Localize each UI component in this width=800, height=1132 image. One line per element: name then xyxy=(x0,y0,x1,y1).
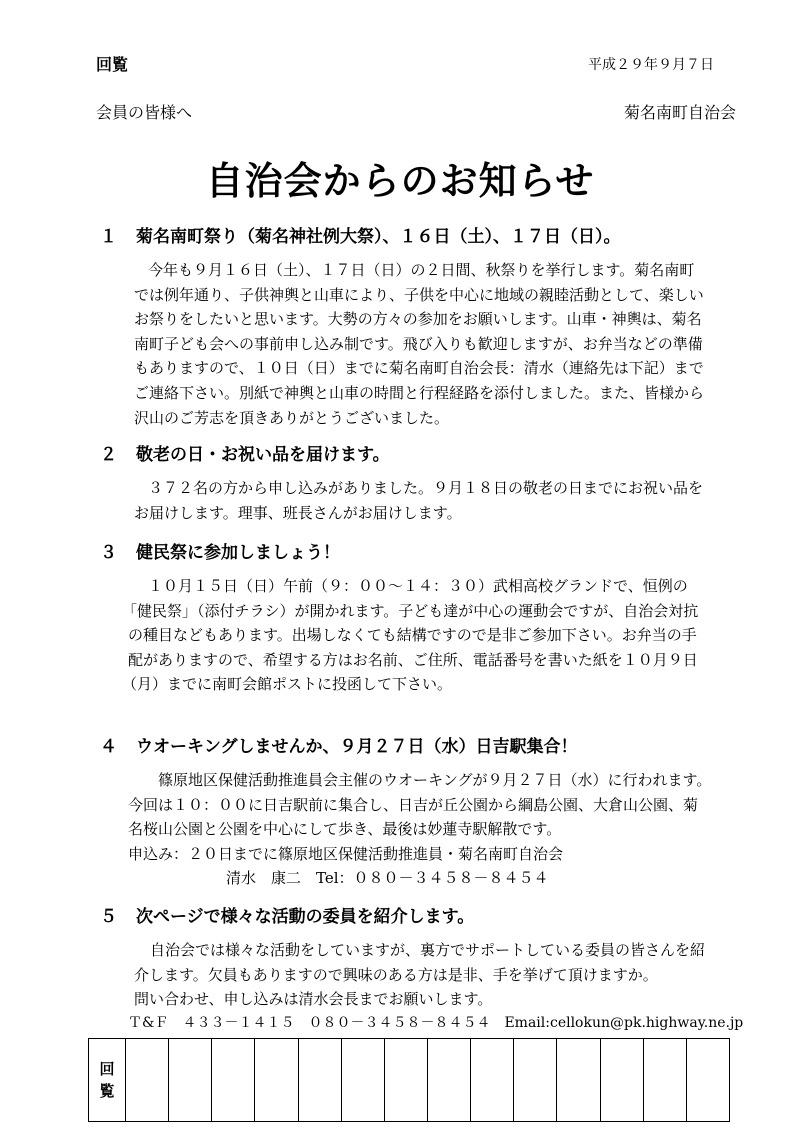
signature-cell[interactable] xyxy=(427,1039,470,1122)
paragraph-line: 介します。欠員もありますので興味のある方は是非、手を挙げて頂けますか。 xyxy=(134,965,658,984)
paragraph-line: （月）までに南町会館ポストに投函して下さい。 xyxy=(122,675,453,694)
signature-cell[interactable] xyxy=(169,1039,212,1122)
signature-cell[interactable] xyxy=(514,1039,557,1122)
section-title: ウオーキングしませんか、９月２７日（水）日吉駅集合！ xyxy=(136,737,578,757)
section-5-heading xyxy=(100,902,474,927)
signature-cell[interactable] xyxy=(686,1039,729,1122)
section-title: 敬老の日・お祝い品を届けます。 xyxy=(136,445,390,465)
paragraph-line: では例年通り、子供神輿と山車により、子供を中心に地域の親睦活動として、楽しい xyxy=(134,285,704,304)
paragraph-line: １０月１５日（日）午前（９：００～１４：３０）武相高校グランドで、恒例の xyxy=(148,577,688,595)
paragraph-line: ３７２名の方から申し込みがありました。９月１８日の敬老の日までにお祝い品を xyxy=(148,479,704,497)
paragraph-line: 配がありますので、希望する方はお名前、ご住所、電話番号を書いた紙を１０月９日 xyxy=(128,650,698,669)
circulation-table xyxy=(88,1038,730,1122)
signature-cell[interactable] xyxy=(212,1039,255,1122)
paragraph-line: 自治会では様々な活動をしていますが、裏方でサポートしている委員の皆さんを紹 xyxy=(150,941,706,959)
sender: 菊名南町自治会 xyxy=(623,103,736,122)
section-1-heading xyxy=(100,222,621,247)
section-2-heading xyxy=(100,440,390,465)
section-title: 菊名南町祭り（菊名神社例大祭）、１６日（土）、１７日（日）。 xyxy=(136,227,621,247)
section-title: 次ページで様々な活動の委員を紹介します。 xyxy=(136,907,475,927)
section-number: ３ xyxy=(100,543,117,563)
signature-cell[interactable] xyxy=(384,1039,427,1122)
paragraph-line: もありますので、１０日（日）までに菊名南町自治会長：清水（連絡先は下記）まで xyxy=(134,359,704,378)
paragraph-line: 今年も９月１６日（土）、１７日（日）の２日間、秋祭りを挙行します。菊名南町 xyxy=(148,261,695,279)
circulation-label: 回覧 xyxy=(96,55,129,74)
signature-cell[interactable] xyxy=(126,1039,169,1122)
page-title: 自治会からのお知らせ xyxy=(205,159,595,203)
recipient: 会員の皆様へ xyxy=(96,103,193,122)
paragraph-line: お祭りをしたいと思います。大勢の方々の参加をお願いします。山車・神輿は、菊名 xyxy=(134,310,702,329)
signature-cell[interactable] xyxy=(341,1039,384,1122)
paragraph-line: 申込み：２０日までに篠原地区保健活動推進員・菊名南町自治会 xyxy=(128,844,564,863)
contact-person: 清水 康二 Tel：０８０－３４５８－８４５４ xyxy=(226,869,549,888)
contact-info: Ｔ&Ｆ ４３３－１４１５ ０８０－３４５８－８４５４ Email:cellokun@pk.highway.ne.jp xyxy=(128,1015,744,1031)
section-title: 健民祭に参加しましょう！ xyxy=(136,543,340,563)
paragraph-line: 問い合わせ、申し込みは清水会長までお願いします。 xyxy=(134,990,493,1009)
signature-cell[interactable] xyxy=(643,1039,686,1122)
paragraph-line: の種目などもあります。出場しなくても結構ですので是非ご参加下さい。お弁当の手 xyxy=(128,626,697,645)
section-number: ２ xyxy=(100,445,117,465)
paragraph-line: ご連絡下さい。別紙で神輿と山車の時間と行程経路を添付しました。また、皆様から xyxy=(134,384,705,402)
signature-cell[interactable] xyxy=(298,1039,341,1122)
signature-cell[interactable] xyxy=(557,1039,600,1122)
signature-cell[interactable] xyxy=(600,1039,643,1122)
paragraph-line: 「健民祭」（添付チラシ）が開かれます。子ども達が中心の運動会ですが、自治会対抗 xyxy=(122,601,699,620)
paragraph-line: 今回は１０：００に日吉駅前に集合し、日吉が丘公園から綱島公園、大倉山公園、菊 xyxy=(128,795,699,814)
paragraph-line: 南町子ども会への事前申し込み制です。飛び入りも歓迎しますが、お弁当などの準備 xyxy=(134,334,703,353)
paragraph-line: 名桜山公園と公園を中心にして歩き、最後は妙蓮寺駅解散です。 xyxy=(128,820,562,839)
paragraph-line: お届けします。理事、班長さんがお届けします。 xyxy=(134,503,462,522)
document-date: 平成２９年９月７日 xyxy=(588,57,714,73)
section-number: ４ xyxy=(100,737,117,757)
section-3-heading xyxy=(100,538,340,563)
paragraph-line: 沢山のご芳志を頂きありがとうございました。 xyxy=(134,408,450,427)
section-number: １ xyxy=(100,227,117,247)
circulation-table-label: 回 覧 xyxy=(89,1039,126,1122)
signature-cell[interactable] xyxy=(255,1039,298,1122)
section-4-heading xyxy=(100,732,578,757)
signature-cell[interactable] xyxy=(471,1039,514,1122)
paragraph-line: 篠原地区保健活動推進員会主催のウオーキングが９月２７日（水）に行われます。 xyxy=(158,771,712,789)
section-number: ５ xyxy=(100,907,117,927)
